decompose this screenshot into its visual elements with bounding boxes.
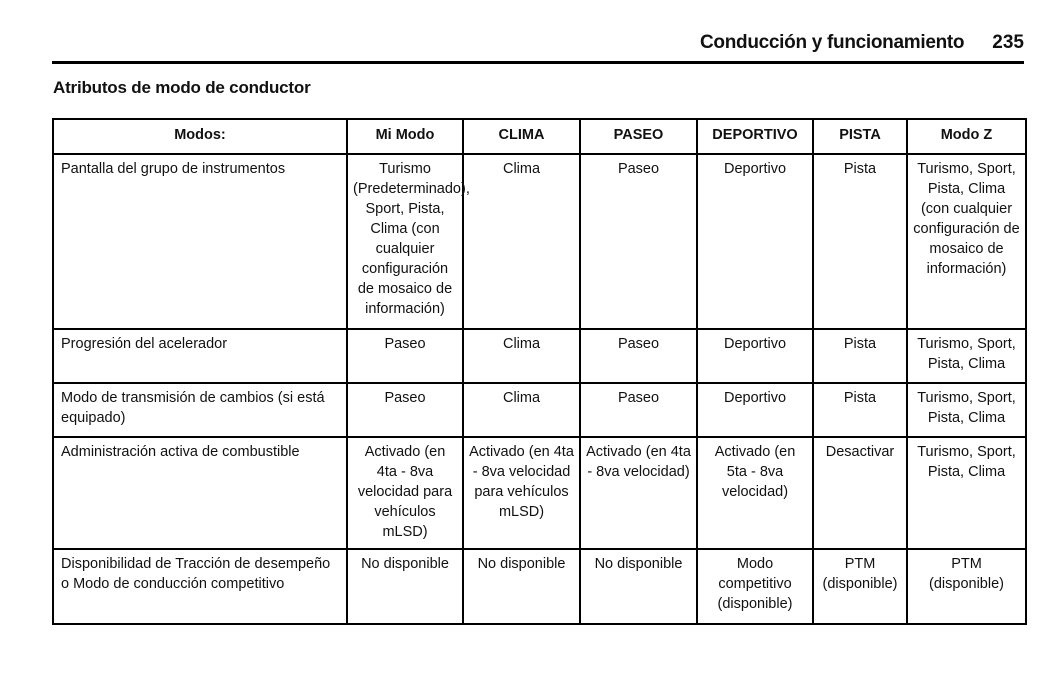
table-cell: Turismo, Sport, Pista, Clima (con cualquier configuración de mosaico de información)	[907, 154, 1026, 329]
table-cell: No disponible	[580, 549, 697, 624]
table-row	[53, 437, 1026, 549]
table-row	[53, 329, 1026, 383]
column-header-clima: CLIMA	[463, 119, 580, 154]
table-cell: Turismo, Sport, Pista, Clima	[907, 329, 1026, 383]
table-cell: Activado (en 5ta - 8va velocidad)	[697, 437, 813, 549]
table-cell: Paseo	[580, 383, 697, 437]
table-cell: Turismo, Sport, Pista, Clima	[907, 383, 1026, 437]
table-cell: Deportivo	[697, 383, 813, 437]
page-number: 235	[992, 32, 1024, 53]
table-cell: No disponible	[347, 549, 463, 624]
column-header-modo-z: Modo Z	[907, 119, 1026, 154]
table-cell: Clima	[463, 383, 580, 437]
table-cell: PTM (disponible)	[813, 549, 907, 624]
table-cell: Activado (en 4ta - 8va velocidad para vehículos mLSD)	[463, 437, 580, 549]
row-label: Pantalla del grupo de instrumentos	[53, 154, 347, 329]
table-cell: Pista	[813, 383, 907, 437]
table-cell: Clima	[463, 329, 580, 383]
table-cell: Pista	[813, 329, 907, 383]
table-cell: No disponible	[463, 549, 580, 624]
table-cell: Turismo, Sport, Pista, Clima	[907, 437, 1026, 549]
row-label: Progresión del acelerador	[53, 329, 347, 383]
table-row	[53, 549, 1026, 624]
column-header-pista: PISTA	[813, 119, 907, 154]
column-header-paseo: PASEO	[580, 119, 697, 154]
table-row	[53, 383, 1026, 437]
table-cell: Turismo (Predeterminado), Sport, Pista, Clima (con cualquier configuración de mosaico de información)	[347, 154, 463, 329]
table-cell: Clima	[463, 154, 580, 329]
table-cell: Paseo	[347, 329, 463, 383]
table-cell: Deportivo	[697, 329, 813, 383]
table-row	[53, 154, 1026, 329]
table-cell: PTM (disponible)	[907, 549, 1026, 624]
table-cell: Pista	[813, 154, 907, 329]
header-divider	[52, 61, 1024, 64]
section-title: Atributos de modo de conductor	[53, 78, 311, 97]
row-label: Administración activa de combustible	[53, 437, 347, 549]
table-cell: Desactivar	[813, 437, 907, 549]
table-cell: Paseo	[580, 329, 697, 383]
table-cell: Paseo	[347, 383, 463, 437]
table-cell: Paseo	[580, 154, 697, 329]
driver-mode-attributes-table	[52, 118, 1027, 625]
column-header-modes: Modos:	[53, 119, 347, 154]
table-cell: Activado (en 4ta - 8va velocidad para vehículos mLSD)	[347, 437, 463, 549]
row-label: Modo de transmisión de cambios (si está equipado)	[53, 383, 347, 437]
column-header-deportivo: DEPORTIVO	[697, 119, 813, 154]
row-label: Disponibilidad de Tracción de desempeño o Modo de conducción competitivo	[53, 549, 347, 624]
table-cell: Modo competitivo (disponible)	[697, 549, 813, 624]
table-cell: Deportivo	[697, 154, 813, 329]
table-header-row	[53, 119, 1026, 154]
table-cell: Activado (en 4ta - 8va velocidad)	[580, 437, 697, 549]
column-header-mi-modo: Mi Modo	[347, 119, 463, 154]
chapter-title: Conducción y funcionamiento	[700, 32, 965, 53]
